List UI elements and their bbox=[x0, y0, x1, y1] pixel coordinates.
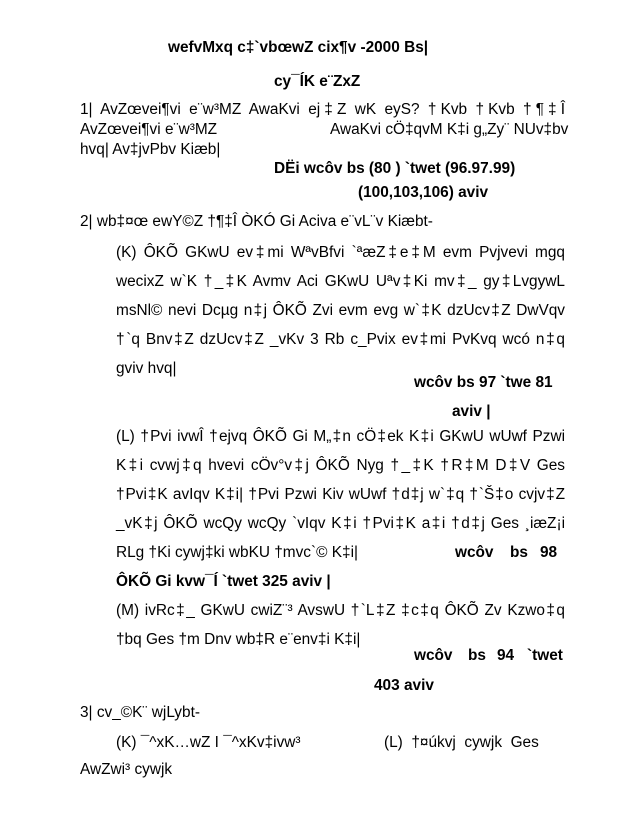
exam-subtitle: cy¯ÍK e¨ZxZ bbox=[274, 73, 361, 90]
question-1-line-2-right: AwaKvi cÖ‡qvM K‡i g„Zy¨ NUv‡bv bbox=[330, 121, 569, 138]
question-2-part-m-section: 403 aviv bbox=[374, 677, 434, 694]
question-3-intro: 3| cv_©K¨ wjLybt- bbox=[80, 704, 200, 721]
question-2-part-l-reference-page: wcôv bbox=[455, 544, 494, 561]
question-2-part-k-line-3: msNl© nevi Dcµg n‡j ÔKÕ Zvi evm evg w`‡K dzUcv‡Z DwVqv bbox=[116, 302, 565, 319]
question-2-part-k-line-1: (K) ÔKÕ GKwU ev‡mi WªvBfvi `ªæZ‡e‡M evm Pvjvevi mgq bbox=[116, 244, 565, 261]
exam-title: wefvMxq c‡`vbœwZ cix¶v -2000 Bs| bbox=[168, 39, 429, 56]
question-1-line-2-left: AvZœvei¶vi e¨w³MZ bbox=[80, 121, 218, 138]
question-2-part-m-reference-page: wcôv bbox=[414, 647, 453, 664]
question-1-line-3: hvq| Av‡jvPbv Kiæb| bbox=[80, 141, 221, 158]
question-2-part-l-line-3: †Pvi‡K avIqv K‡i| †Pvi Pzwi Kiv wUwf †d‡j w`‡q †`Š‡o cvjv‡Z bbox=[116, 486, 565, 503]
question-2-part-k-line-4: †`q Bnv‡Z dzUcv‡Z _vKv 3 Rb c_Pvix ev‡mi PvKvq wcó n‡q bbox=[116, 331, 565, 348]
question-2-part-k-line-2: wecixZ w`K †_‡K Avmv Aci GKwU Uªv‡Ki mv‡_ gy‡LvgywL bbox=[116, 273, 565, 290]
question-2-part-k-reference: wcôv bs 97 `twe 81 bbox=[414, 374, 553, 391]
question-2-part-k-section: aviv | bbox=[452, 403, 491, 420]
question-2-part-l-line-2: K‡i cvwj‡q hvevi cÖv°v‡j ÔKÕ Nyg †_‡K †R‡M D‡V Ges bbox=[116, 457, 565, 474]
question-2-intro: 2| wb‡¤œ ewY©Z †¶‡Î ÒKÓ Gi Aciva e¨vL¨v Kiæbt- bbox=[80, 213, 433, 230]
question-2-part-m-line-2: †bq Ges †m Dnv wb‡R e¨env‡i K‡i| bbox=[116, 631, 361, 648]
question-2-part-m-reference-word: `twet bbox=[527, 647, 563, 664]
question-3-part-k: (K) ¯^xK…wZ I ¯^xKv‡ivw³ bbox=[116, 734, 301, 751]
question-2-part-m-line-1: (M) ivRc‡_ GKwU cwiZ¨³ AvswU †`L‡Z ‡c‡q ÔKÕ Zv Kzwo‡q bbox=[116, 602, 565, 619]
question-3-part-l: (L) †¤úkvj cywjk Ges bbox=[384, 734, 539, 751]
question-2-part-l-line-5: RLg †Ki cywj‡ki wbKU †mvc`© K‡i| bbox=[116, 544, 358, 561]
question-2-part-l-punishment: ÔKÕ Gi kvw¯Í `twet 325 aviv | bbox=[116, 573, 331, 590]
question-2-part-l-reference-num: 98 bbox=[540, 544, 558, 561]
question-2-part-l-reference-no: bs bbox=[510, 544, 528, 561]
question-1-line-1: 1| AvZœvei¶vi e¨w³MZ AwaKvi ej‡Z wK eyS? †Kvb †Kvb †¶‡Î bbox=[80, 101, 565, 118]
question-2-part-k-line-5: gviv hvq| bbox=[116, 360, 177, 377]
question-1-reference: DËi wcôv bs (80 ) `twet (96.97.99) bbox=[274, 160, 516, 177]
question-1-section: (100,103,106) aviv bbox=[358, 184, 489, 201]
question-2-part-l-line-1: (L) †Pvi ivwÎ †ejvq ÔKÕ Gi M„‡n cÖ‡ek K‡i GKwU wUwf Pzwi bbox=[116, 428, 565, 445]
question-2-part-l-line-4: _vK‡j ÔKÕ wcQy wcQy `vIqv K‡i †Pvi‡K a‡i †d‡j Ges ¸iæZ¡i bbox=[116, 515, 565, 532]
question-2-part-m-reference-no: bs bbox=[468, 647, 486, 664]
question-2-part-m-reference-num: 94 bbox=[497, 647, 515, 664]
question-3-continuation: AwZwi³ cywjk bbox=[80, 761, 173, 778]
